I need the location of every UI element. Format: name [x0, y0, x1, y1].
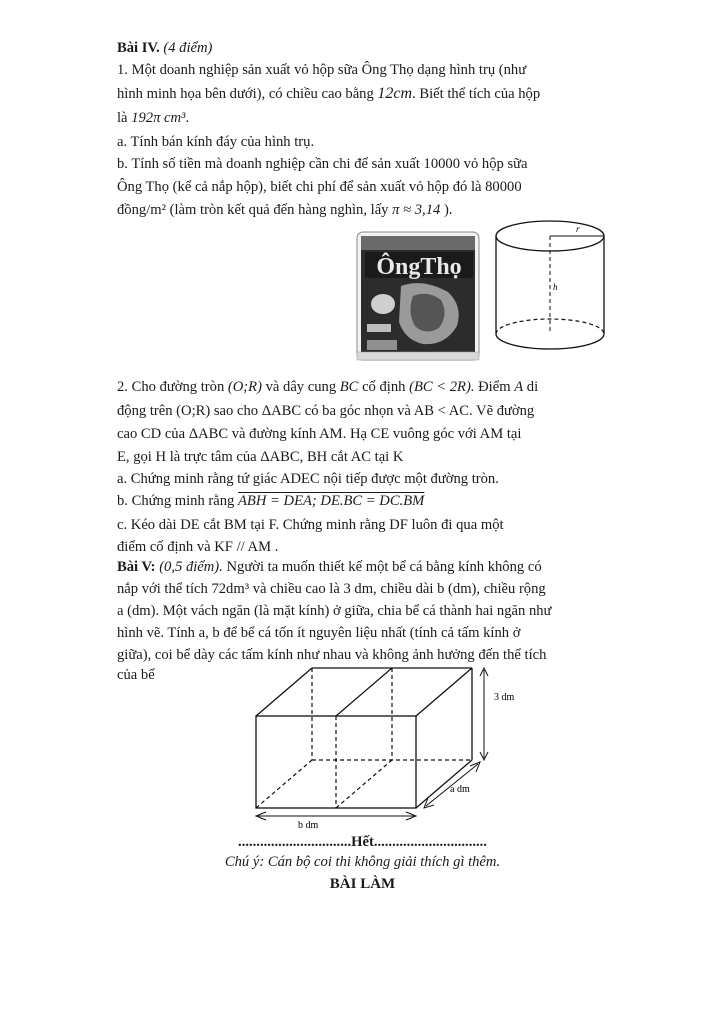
bai5-line1 — [117, 557, 542, 577]
cylinder-bottom-front — [496, 334, 604, 349]
bai4-question-a: a. Tính bán kính đáy của hình trụ. — [117, 134, 315, 150]
bai4-question-b-line2: Ông Thọ (kể cả nắp hộp), biết chi phí để sản xuất vỏ hộp đó là 80000 — [117, 179, 522, 195]
length-label: b dm — [298, 820, 319, 830]
bai4-p2-question-a: a. Chứng minh rằng tứ giác ADEC nội tiếp được một đường tròn. — [117, 471, 499, 487]
bai5-title: Bài V: — [117, 559, 156, 575]
math-span: ABH = DEA; DE.BC = DC.BM — [238, 493, 425, 509]
bai4-points: (4 điểm) — [163, 40, 213, 56]
bai4-p2-question-c-line1: c. Kéo dài DE cắt BM tại F. Chứng minh rằng DF luôn đi qua một — [117, 517, 504, 533]
aquarium-top-left-edge — [256, 668, 312, 716]
can-logo-badge — [371, 294, 395, 314]
volume-value: 192π cm³ — [131, 110, 186, 126]
bai4-title: Bài IV. — [117, 40, 160, 56]
bai4-p1-line1: 1. Một doanh nghiệp sản xuất vỏ hộp sữa Ông Thọ dạng hình trụ (như — [117, 62, 527, 78]
text-span: hình minh họa bên dưới), có chiều cao bằng — [117, 86, 378, 102]
text-span: và dây cung — [261, 379, 340, 395]
can-photo-shadow — [410, 294, 444, 332]
width-label: a dm — [450, 784, 470, 795]
cylinder-height-label: h — [553, 282, 558, 292]
end-marker: ...............................Hết............................... — [238, 834, 487, 850]
height-label: 3 dm — [494, 692, 515, 703]
text-span: di — [523, 379, 539, 395]
aquarium-hidden-bottom-left — [256, 760, 312, 808]
math-span: (BC < 2R). — [409, 379, 475, 395]
bai4-p2-question-b — [117, 491, 424, 511]
cylinder-radius-label: r — [576, 224, 580, 234]
text-span: . Biết thể tích của hộp — [412, 86, 541, 102]
text-span: . — [185, 110, 190, 126]
bai4-p2-line2: động trên (O;R) sao cho ΔABC có ba góc nhọn và AB < AC. Vẽ đường — [117, 403, 535, 419]
bai4-p2-line4: E, gọi H là trực tâm của ΔABC, BH cắt AC tại K — [117, 449, 404, 465]
aquarium-divider-bottom — [336, 760, 392, 808]
text-span: Điểm — [474, 379, 515, 395]
bai4-heading — [117, 38, 212, 58]
bai4-question-b-line3 — [117, 200, 452, 220]
bai5-points: (0,5 điểm). — [159, 559, 223, 575]
aquarium-divider-top — [336, 668, 392, 716]
cylinder-diagram — [490, 212, 610, 372]
milk-can-image — [353, 226, 483, 366]
text-span: ). — [440, 202, 453, 218]
bai4-p2-question-c-line2: điểm cố định và KF // AM . — [117, 539, 279, 555]
height-value: 12cm — [377, 85, 413, 102]
bai4-p1-line3 — [117, 108, 189, 128]
text-span: 2. Cho đường tròn — [117, 379, 228, 395]
text-span: là — [117, 110, 132, 126]
math-span: A — [514, 379, 524, 395]
bai5-line3: a (dm). Một vách ngăn (là mặt kính) ở giữa, chia bể cá thành hai ngăn như — [117, 603, 552, 619]
bai5-line5: giữa), coi bể dày các tấm kính như nhau và không ảnh hưởng đến thể tích — [117, 647, 547, 663]
bai4-question-b-line1: b. Tính số tiền mà doanh nghiệp cần chi để sản xuất 10000 vỏ hộp sữa — [117, 156, 528, 172]
text-span: cố định — [358, 379, 410, 395]
bai4-p1-line2 — [117, 84, 540, 104]
bai5-line4: hình vẽ. Tính a, b để bể cá tốn ít nguyên liệu nhất (tính cả tấm kính ở — [117, 625, 521, 641]
can-bottom-label — [367, 340, 397, 350]
text-span: b. Chứng minh rằng — [117, 493, 239, 509]
can-small-text — [367, 324, 391, 332]
can-brand-label: ÔngThọ — [376, 254, 462, 280]
bai5-line2: nắp với thể tích 72dm³ và chiều cao là 3 dm, chiều dài b (dm), chiều rộng — [117, 581, 546, 597]
answer-heading: BÀI LÀM — [329, 876, 396, 892]
aquarium-top-right-edge — [416, 668, 472, 716]
bai5-line6: của bể — [117, 667, 155, 683]
math-span: (O;R) — [227, 379, 262, 395]
text-span: Người ta muốn thiết kế một bể cá bằng kính không có — [222, 559, 542, 575]
bai4-p2-line3: cao CD của ΔABC và đường kính AM. Hạ CE vuông góc với AM tại — [117, 426, 522, 442]
text-span: đồng/m² (làm tròn kết quả đến hàng nghìn, lấy — [117, 202, 393, 218]
aquarium-diagram — [240, 660, 540, 830]
bai4-p2-line1 — [117, 377, 538, 397]
pi-approx: π ≈ 3,14 — [392, 202, 441, 218]
proctor-note: Chú ý: Cán bộ coi thi không giải thích gì thêm. — [224, 854, 501, 870]
math-span: BC — [339, 379, 359, 395]
